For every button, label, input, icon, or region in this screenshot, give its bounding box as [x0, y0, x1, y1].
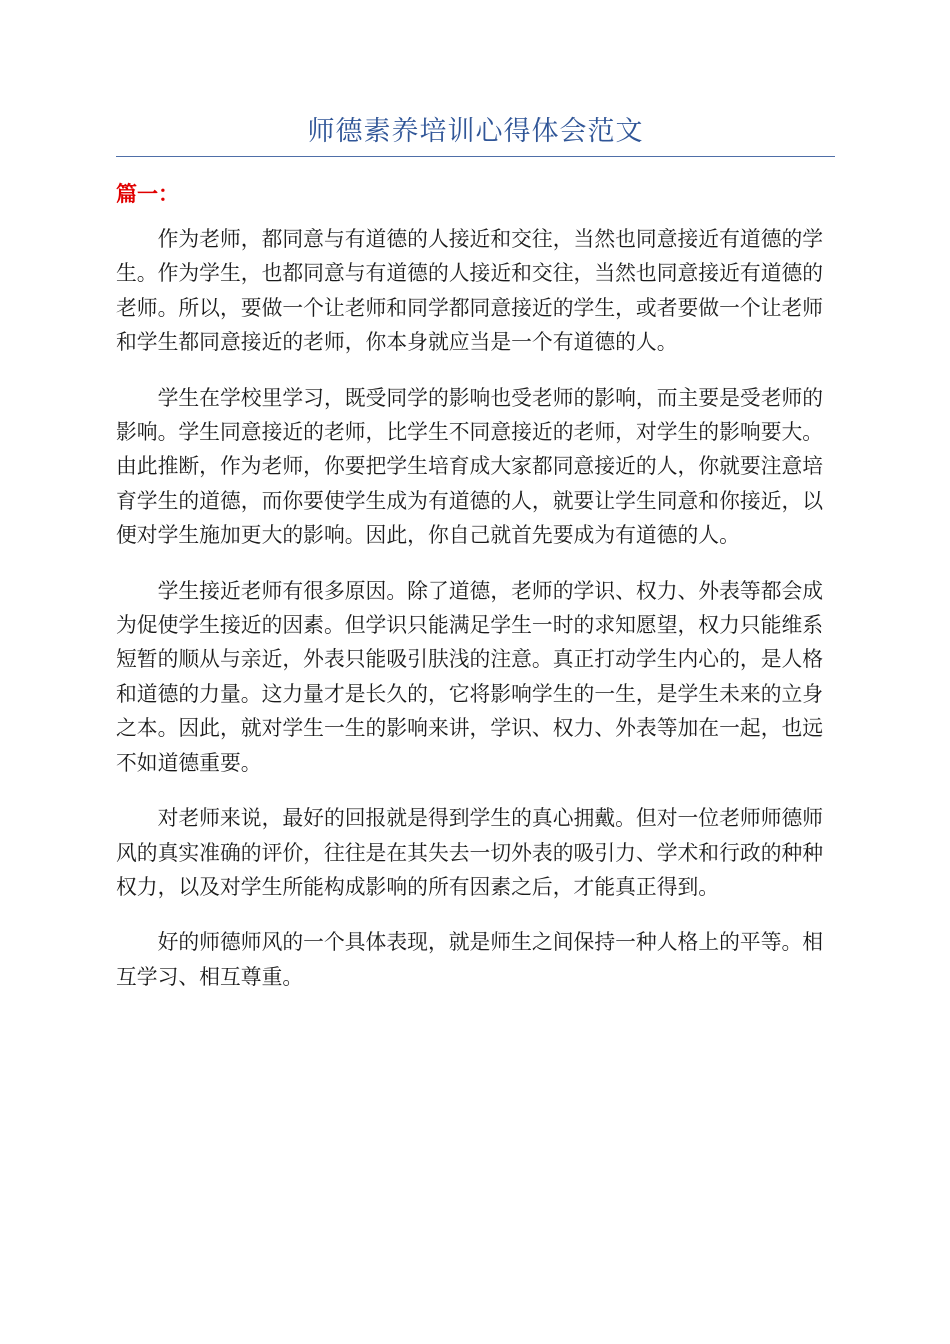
paragraph-5: 好的师德师风的一个具体表现，就是师生之间保持一种人格上的平等。相互学习、相互尊重。	[116, 930, 824, 989]
section-heading: 篇一：	[116, 182, 179, 206]
paragraph-1: 作为老师，都同意与有道德的人接近和交往，当然也同意接近有道德的学生。作为学生，也都同意与有道德的人接近和交往，当然也同意接近有道德的老师。所以，要做一个让老师和同学都同意接近的学生，或者要做一个让老师和学生都同意接近的老师，你本身就应当是一个有道德的人。	[116, 227, 824, 355]
title-block	[116, 112, 835, 157]
document-title: 师德素养培训心得体会范文	[307, 116, 644, 147]
paragraph-2: 学生在学校里学习，既受同学的影响也受老师的影响，而主要是受老师的影响。学生同意接近的老师，比学生不同意接近的老师，对学生的影响要大。由此推断，作为老师，你要把学生培育成大家都同意接近的人，你就要注意培育学生的道德，而你要使学生成为有道德的人，就要让学生同意和你接近，以便对学生施加更大的影响。因此，你自己就首先要成为有道德的人。	[116, 385, 824, 548]
document-body	[116, 222, 838, 1015]
paragraph-4: 对老师来说，最好的回报就是得到学生的真心拥戴。但对一位老师师德师风的真实准确的评价，往往是在其失去一切外表的吸引力、学术和行政的种种权力，以及对学生所能构成影响的所有因素之后，才能真正得到。	[116, 806, 824, 899]
paragraph-3: 学生接近老师有很多原因。除了道德，老师的学识、权力、外表等都会成为促使学生接近的因素。但学识只能满足学生一时的求知愿望，权力只能维系短暂的顺从与亲近，外表只能吸引肤浅的注意。真正打动学生内心的，是人格和道德的力量。这力量才是长久的，它将影响学生的一生，是学生未来的立身之本。因此，就对学生一生的影响来讲，学识、权力、外表等加在一起，也远不如道德重要。	[116, 578, 824, 775]
